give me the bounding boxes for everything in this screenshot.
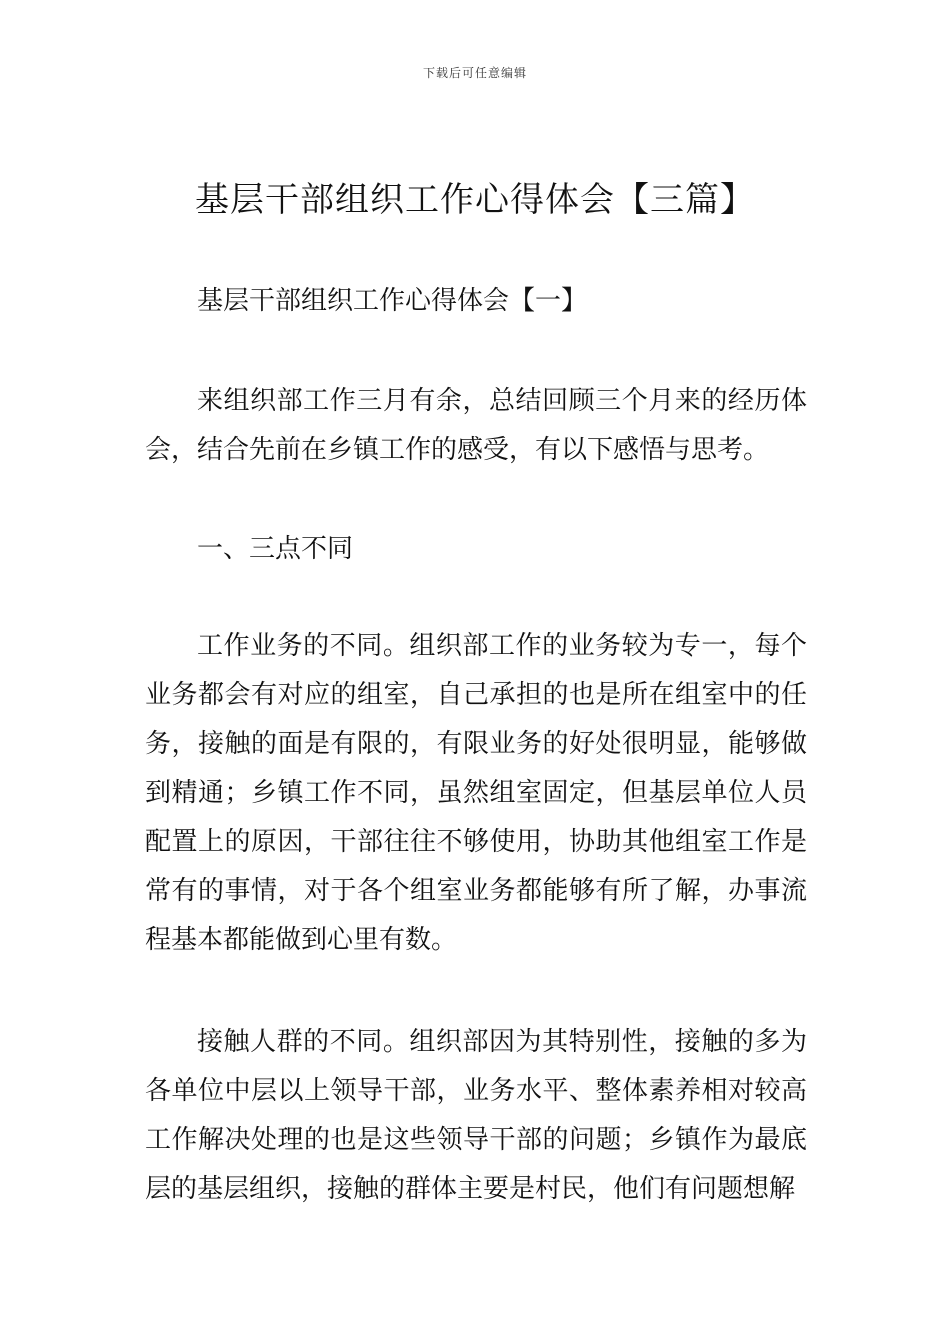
work-difference-paragraph: 工作业务的不同。组织部工作的业务较为专一，每个业务都会有对应的组室，自己承担的也是所在组室中的任务，接触的面是有限的，有限业务的好处很明显，能够做到精通；乡镇工作不同，虽然组室固定，但基层单位人员配置上的原因，干部往往不够使用，协助其他组室工作是常有的事情，对于各个组室业务都能够有所了解，办事流程基本都能做到心里有数。 xyxy=(145,631,807,955)
section-heading: 一、三点不同 xyxy=(197,534,354,564)
intro-paragraph: 来组织部工作三月有余，总结回顾三个月来的经历体会，结合先前在乡镇工作的感受，有以下感悟与思考。 xyxy=(145,386,807,465)
page-header-note: 下载后可任意编辑 xyxy=(422,66,527,80)
people-difference-paragraph: 接触人群的不同。组织部因为其特别性，接触的多为各单位中层以上领导干部，业务水平、整体素养相对较高工作解决处理的也是这些领导干部的问题；乡镇作为最底层的基层组织，接触的群体主要是村民，他们有问题想解 xyxy=(145,1027,807,1204)
document-title: 基层干部组织工作心得体会【三篇】 xyxy=(195,180,755,220)
document-subtitle: 基层干部组织工作心得体会【一】 xyxy=(197,286,588,316)
